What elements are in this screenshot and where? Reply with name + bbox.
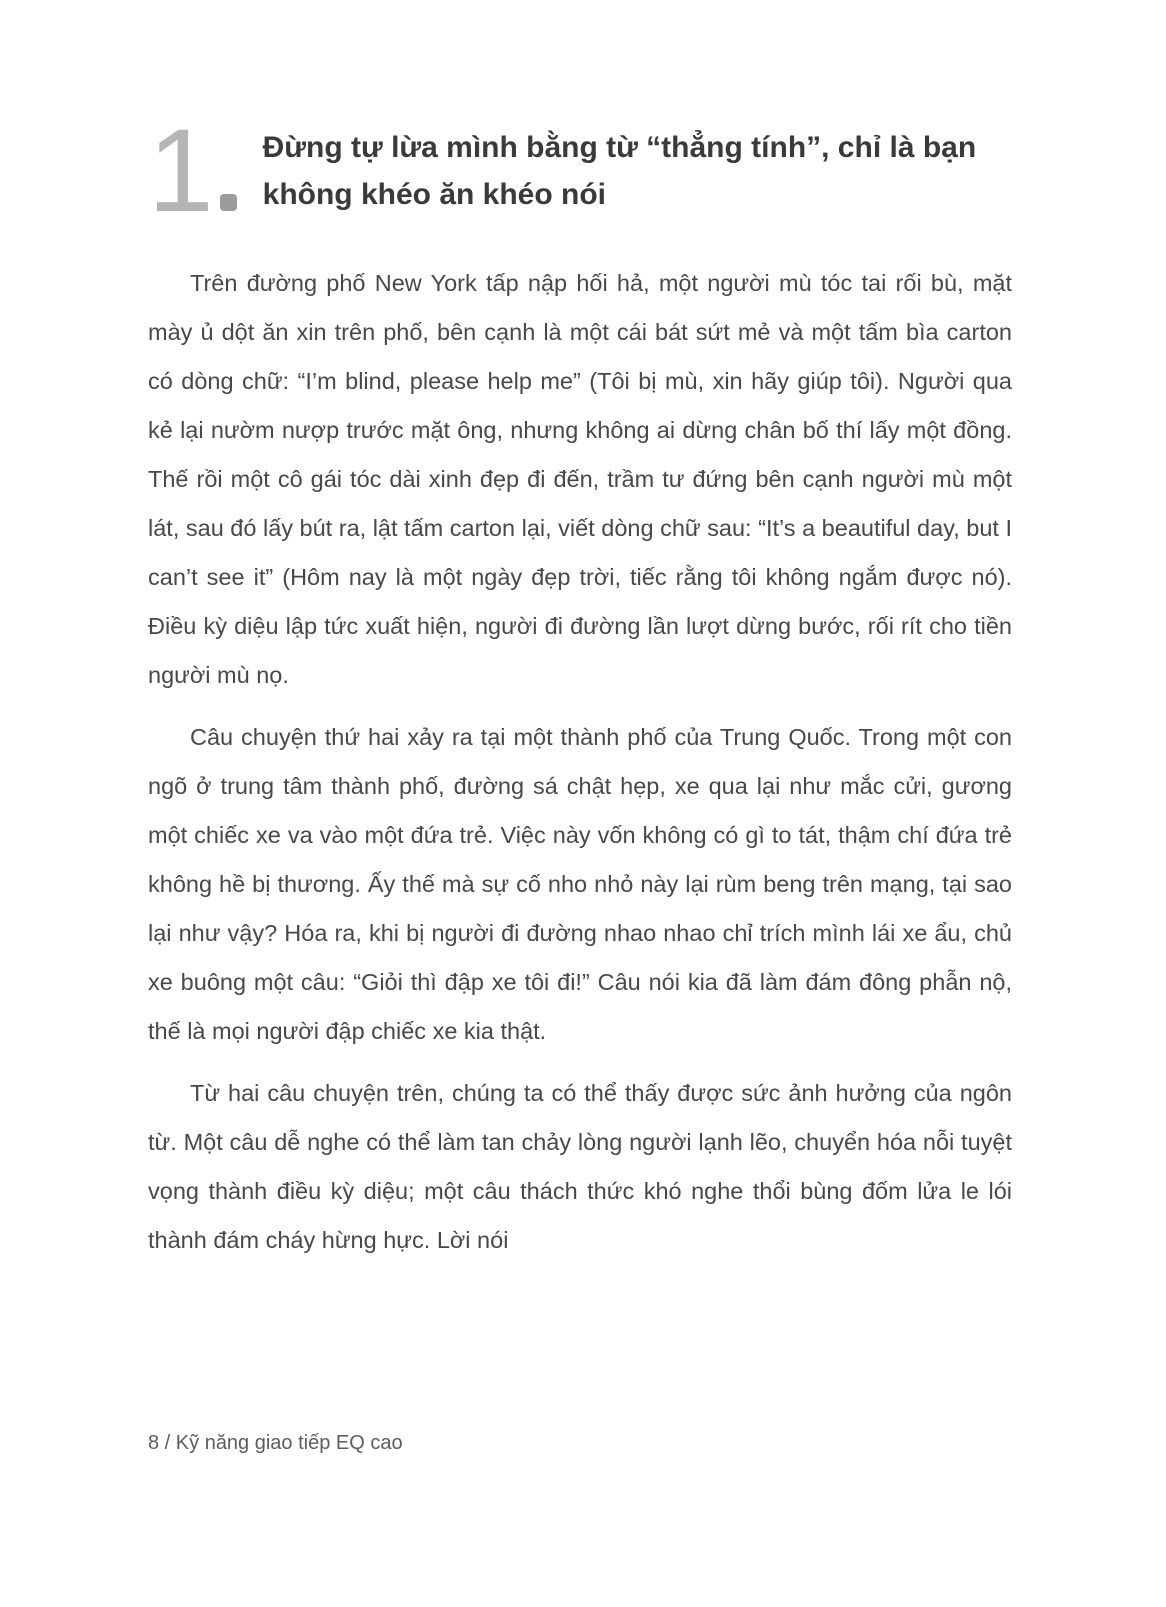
chapter-header bbox=[148, 105, 1012, 237]
chapter-title: Đừng tự lừa mình bằng từ “thẳng tính”, chỉ là bạn không khéo ăn khéo nói bbox=[262, 131, 977, 212]
chapter-number bbox=[148, 105, 237, 237]
paragraph: Câu chuyện thứ hai xảy ra tại một thành phố của Trung Quốc. Trong một con ngõ ở trung tâm thành phố, đường sá chật hẹp, xe qua lại như mắc cửi, gương một chiếc xe va vào một đứa trẻ. Việc này vốn không có gì to tát, thậm chí đứa trẻ không hề bị thương. Ấy thế mà sự cố nho nhỏ này lại rùm beng trên mạng, tại sao lại như vậy? Hóa ra, khi bị người đi đường nhao nhao chỉ trích mình lái xe ẩu, chủ xe buông một câu: “Giỏi thì đập xe tôi đi!” Câu nói kia đã làm đám đông phẫn nộ, thế là mọi người đập chiếc xe kia thật. bbox=[148, 724, 1012, 1045]
chapter-number-digit: 1 bbox=[148, 105, 211, 237]
chapter-number-dot-icon bbox=[220, 194, 237, 211]
paragraph: Trên đường phố New York tấp nập hối hả, một người mù tóc tai rối bù, mặt mày ủ dột ăn xin trên phố, bên cạnh là một cái bát sứt mẻ và một tấm bìa carton có dòng chữ: “I’m blind, please help me” (Tôi bị mù, xin hãy giúp tôi). Người qua kẻ lại nườm nượp trước mặt ông, nhưng không ai dừng chân bố thí lấy một đồng. Thế rồi một cô gái tóc dài xinh đẹp đi đến, trầm tư đứng bên cạnh người mù một lát, sau đó lấy bút ra, lật tấm carton lại, viết dòng chữ sau: “It’s a beautiful day, but I can’t see it” (Hôm nay là một ngày đẹp trời, tiếc rằng tôi không ngắm được nó). Điều kỳ diệu lập tức xuất hiện, người đi đường lần lượt dừng bước, rối rít cho tiền người mù nọ. bbox=[148, 270, 1012, 689]
chapter-body bbox=[148, 259, 1012, 1265]
paragraph: Từ hai câu chuyện trên, chúng ta có thể thấy được sức ảnh hưởng của ngôn từ. Một câu dễ nghe có thể làm tan chảy lòng người lạnh lẽo, chuyển hóa nỗi tuyệt vọng thành điều kỳ diệu; một câu thách thức khó nghe thổi bùng đốm lửa le lói thành đám cháy hừng hực. Lời nói bbox=[148, 1080, 1012, 1254]
page-footer: 8 / Kỹ năng giao tiếp EQ cao bbox=[148, 1432, 403, 1454]
